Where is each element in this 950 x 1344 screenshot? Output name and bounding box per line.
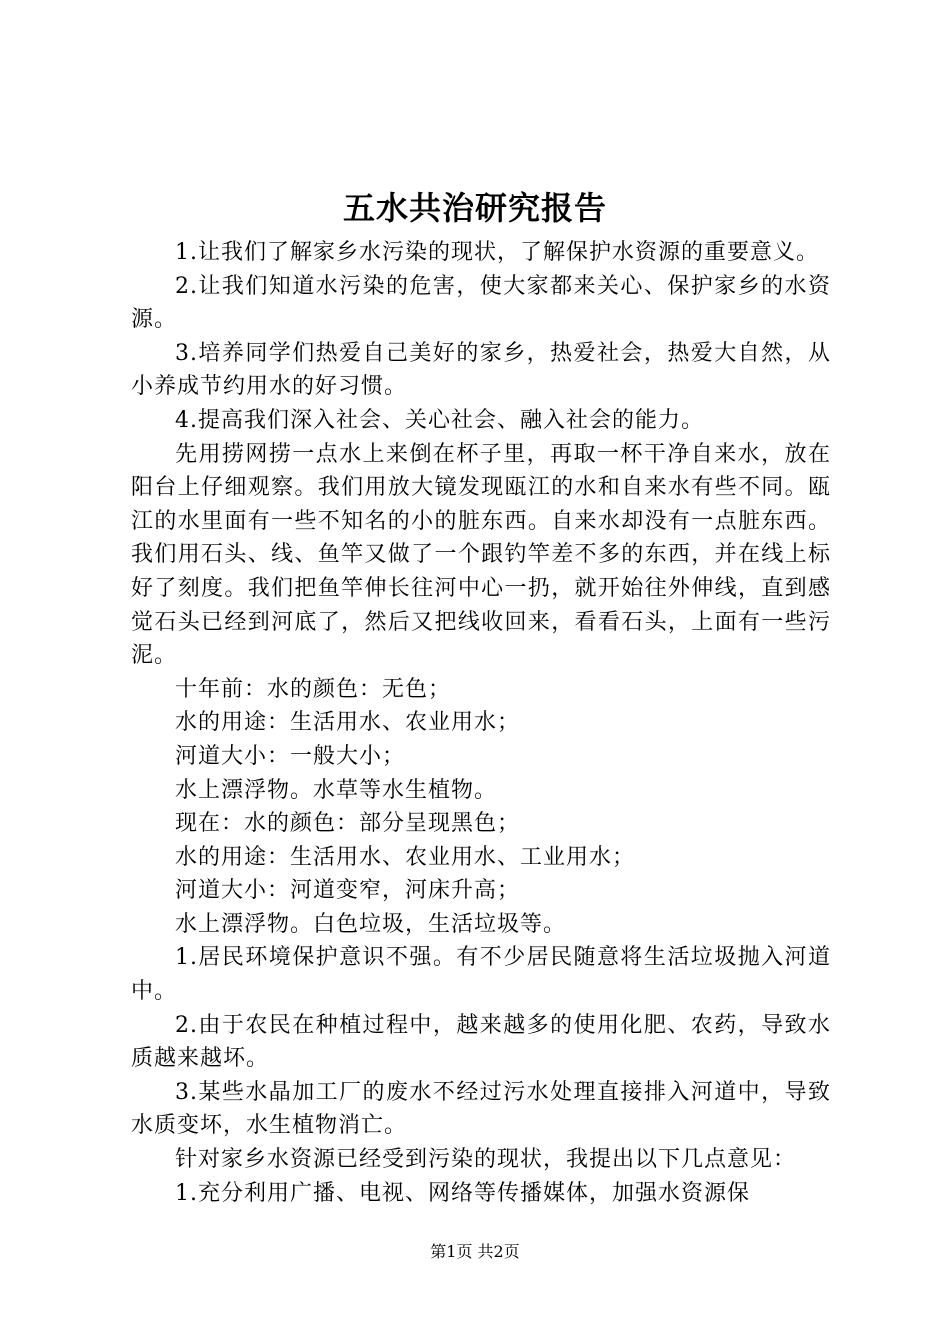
paragraph: 水上漂浮物。水草等水生植物。 [175, 777, 498, 803]
paragraph: 水的用途：生活用水、农业用水； [175, 710, 521, 736]
paragraph: 水的用途：生活用水、农业用水、工业用水； [175, 844, 636, 870]
paragraph: 2.由于农民在种植过程中，越来越多的使用化肥、农药，导致水质越来越坏。 [131, 1012, 831, 1072]
paragraph: 针对家乡水资源已经受到污染的现状，我提出以下几点意见： [175, 1147, 797, 1173]
paragraph: 先用捞网捞一点水上来倒在杯子里，再取一杯干净自来水，放在阳台上仔细观察。我们用放大镜发现瓯江的水和自来水有些不同。瓯江的水里面有一些不知名的小的脏东西。自来水却没有一点脏东西。我们用石头、线、鱼竿又做了一个跟钓竿差不多的东西，并在线上标好了刻度。我们把鱼竿伸长往河中心一扔，就开始往外伸线，直到感觉石头已经到河底了，然后又把线收回来，看看石头，上面有一些污泥。 [131, 441, 831, 669]
paragraph: 水上漂浮物。白色垃圾，生活垃圾等。 [175, 911, 567, 937]
paragraph: 1.充分利用广播、电视、网络等传播媒体，加强水资源保 [175, 1180, 750, 1206]
paragraph: 1.让我们了解家乡水污染的现状，了解保护水资源的重要意义。 [175, 240, 819, 265]
document-body [131, 236, 831, 1210]
paragraph: 河道大小：一般大小； [175, 743, 406, 769]
paragraph: 十年前：水的颜色：无色； [175, 676, 452, 702]
paragraph: 2.让我们知道水污染的危害，使大家都来关心、保护家乡的水资源。 [131, 273, 831, 333]
page-footer: 第1页 共2页 [430, 1242, 520, 1261]
paragraph: 3.培养同学们热爱自己美好的家乡，热爱社会，热爱大自然，从小养成节约用水的好习惯。 [131, 340, 831, 400]
paragraph: 1.居民环境保护意识不强。有不少居民随意将生活垃圾抛入河道中。 [131, 945, 831, 1005]
paragraph: 河道大小：河道变窄，河床升高； [175, 878, 521, 904]
paragraph: 现在：水的颜色：部分呈现黑色； [175, 811, 521, 837]
page-title: 五水共治研究报告 [342, 189, 607, 227]
paragraph: 4.提高我们深入社会、关心社会、融入社会的能力。 [175, 407, 704, 433]
paragraph: 3.某些水晶加工厂的废水不经过污水处理直接排入河道中，导致水质变坏，水生植物消亡。 [131, 1079, 831, 1139]
